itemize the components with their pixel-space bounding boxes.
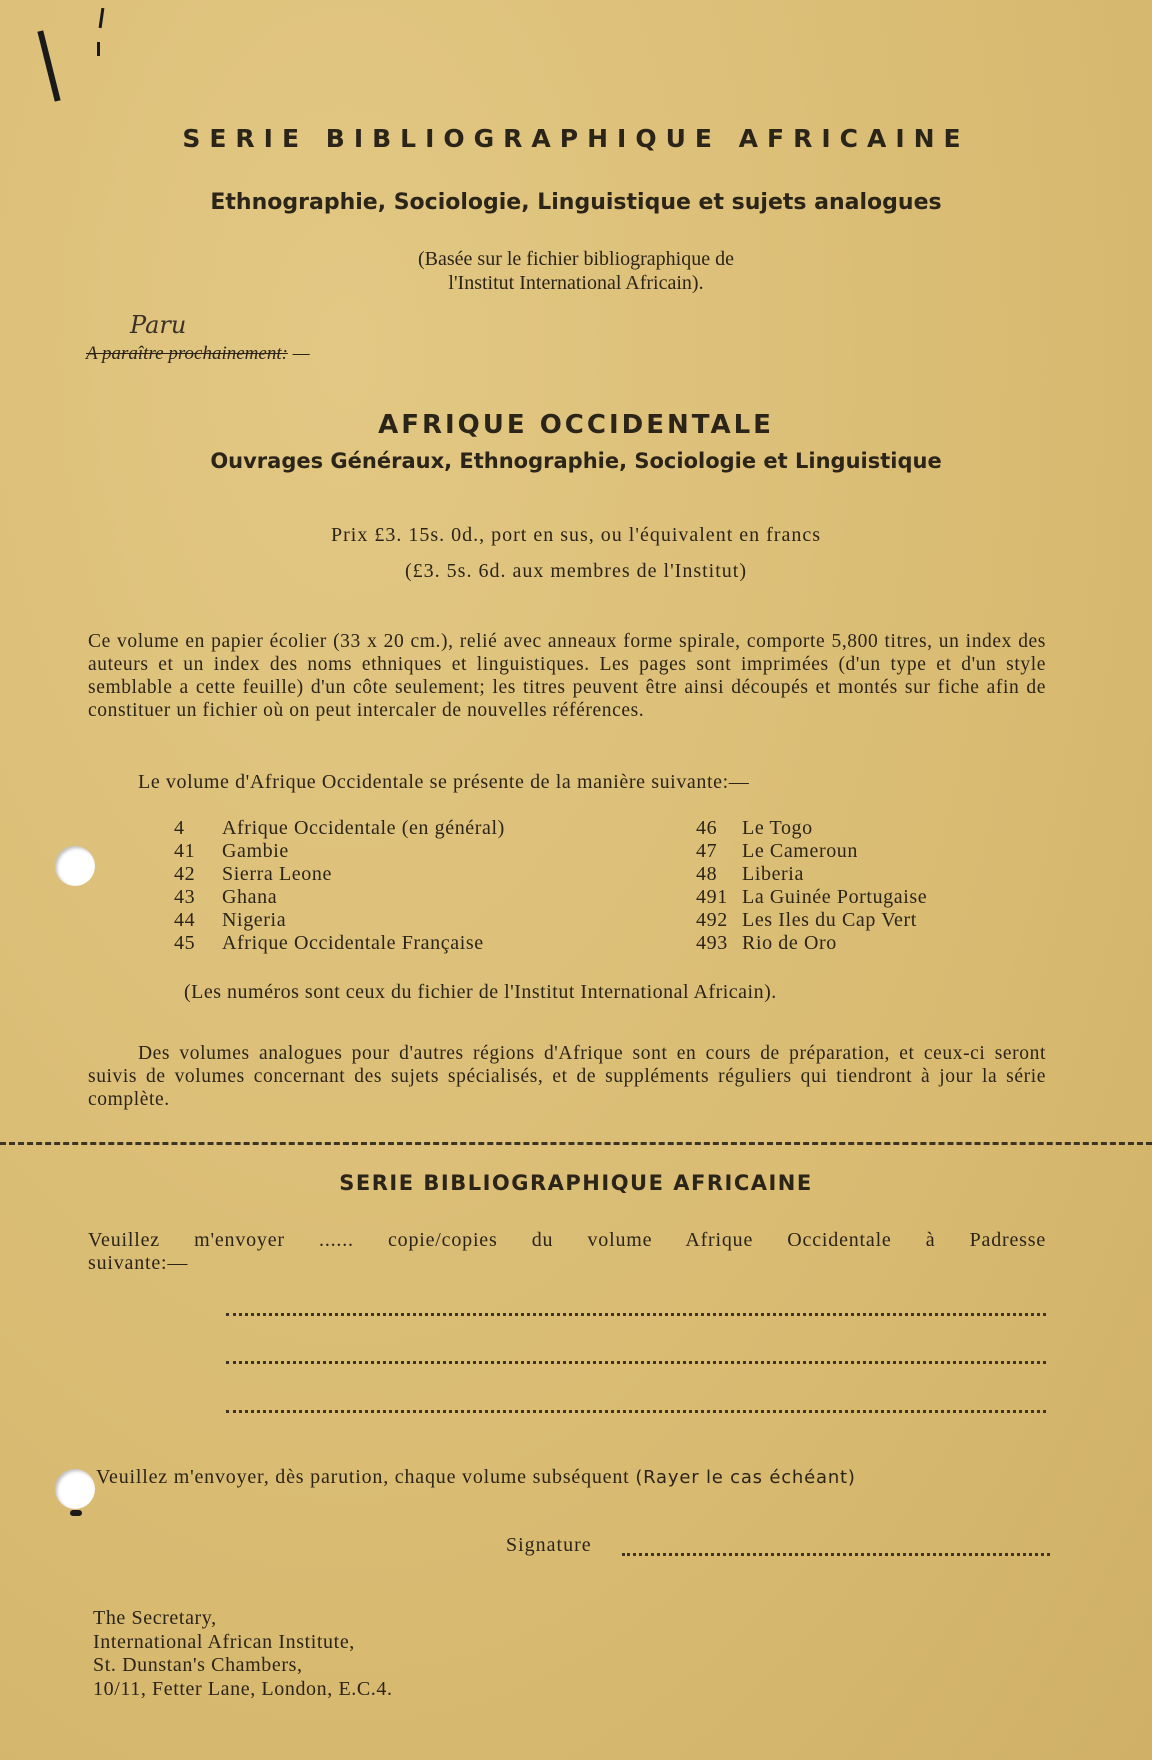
ink-mark <box>99 8 105 28</box>
future-volumes-paragraph: Des volumes analogues pour d'autres régions d'Afrique sont en cours de préparation, et ceux-ci seront suivis de volumes concernant des sujets spécialisés, et de suppléments réguliers qui tiendront à jour la série complète. <box>88 1043 1046 1110</box>
address-field-line-1[interactable] <box>226 1313 1046 1316</box>
order-form-title: SERIE BIBLIOGRAPHIQUE AFRICAINE <box>339 1171 813 1195</box>
ink-mark <box>70 1510 82 1516</box>
list-item: 46 Le Togo <box>696 817 813 839</box>
numbers-note: (Les numéros sont ceux du fichier de l'Institut International Africain). <box>184 981 777 1003</box>
region-subtitle: Ouvrages Généraux, Ethnographie, Sociologie et Linguistique <box>210 449 942 473</box>
ink-mark <box>97 42 100 56</box>
list-item: 41 Gambie <box>174 840 289 862</box>
list-item: 492 Les Iles du Cap Vert <box>696 909 917 931</box>
list-item: 43 Ghana <box>174 886 278 908</box>
list-item: 491 La Guinée Portugaise <box>696 886 928 908</box>
contents-list-left <box>174 817 505 955</box>
signature-field[interactable] <box>622 1553 1050 1556</box>
address-field-line-2[interactable] <box>226 1361 1046 1364</box>
handwritten-annotation: Paru <box>130 311 187 339</box>
struck-status: A paraître prochainement: — <box>86 343 310 364</box>
ink-mark <box>37 30 60 101</box>
address-field-line-3[interactable] <box>226 1410 1046 1413</box>
list-item: 42 Sierra Leone <box>174 863 332 885</box>
list-item: 47 Le Cameroun <box>696 840 859 862</box>
member-price-line: (£3. 5s. 6d. aux membres de l'Institut) <box>405 560 747 582</box>
contents-list-right <box>696 817 927 955</box>
cut-line-divider <box>0 1142 1152 1145</box>
signature-label: Signature <box>506 1534 592 1556</box>
basis-note: (Basée sur le fichier bibliographique de l'Institut International Africain). <box>418 248 734 294</box>
price-line: Prix £3. 15s. 0d., port en sus, ou l'équivalent en francs <box>331 524 821 546</box>
subscription-request: Veuillez m'envoyer, dès parution, chaque volume subséquent (Rayer le cas échéant) <box>96 1466 856 1488</box>
list-item: 4 Afrique Occidentale (en général) <box>174 817 505 839</box>
region-title: AFRIQUE OCCIDENTALE <box>378 410 774 440</box>
series-title: SERIE BIBLIOGRAPHIQUE AFRICAINE <box>182 124 970 153</box>
contents-intro: Le volume d'Afrique Occidentale se présente de la manière suivante:— <box>138 771 750 793</box>
list-item: 45 Afrique Occidentale Française <box>174 932 484 954</box>
order-request: Veuillez m'envoyer ...... copie/copies du volume Afrique Occidentale à Padresse suivante:— <box>88 1229 1046 1274</box>
punch-hole-top <box>55 846 95 886</box>
list-item: 48 Liberia <box>696 863 804 885</box>
return-address: The Secretary, International African Institute, St. Dunstan's Chambers, 10/11, Fetter Lane, London, E.C.4. <box>93 1607 393 1700</box>
series-subtitle: Ethnographie, Sociologie, Linguistique et sujets analogues <box>210 190 942 215</box>
list-item: 44 Nigeria <box>174 909 287 931</box>
punch-hole-bottom <box>55 1469 95 1509</box>
list-item: 493 Rio de Oro <box>696 932 837 954</box>
volume-description: Ce volume en papier écolier (33 x 20 cm.), relié avec anneaux forme spirale, comporte 5,800 titres, un index des auteurs et un index des noms ethniques et linguistiques. Les pages sont imprimées (d'un type et d'un style semblable a cette feuille) d'un côte seulement; les titres peuvent être ainsi découpés et montés sur fiche afin de constituer un fichier où on peut intercaler de nouvelles références. <box>88 631 1046 721</box>
